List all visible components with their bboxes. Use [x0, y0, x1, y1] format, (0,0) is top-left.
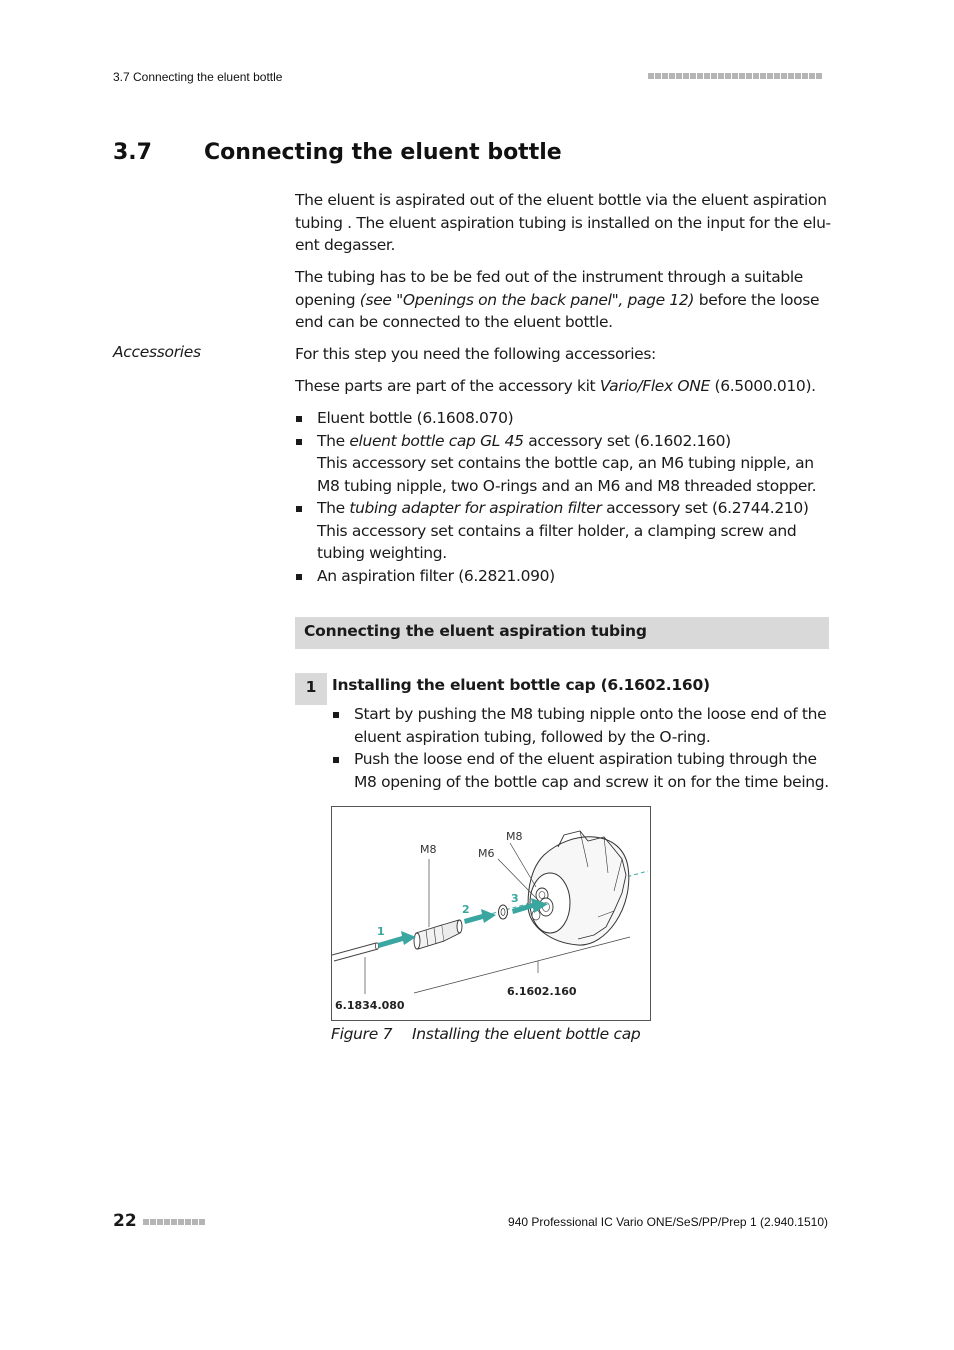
figure-caption-label: Figure 7 [331, 1025, 393, 1043]
list-item: Start by pushing the M8 tubing nipple onto the loose end of the eluent aspiration tubing, followed by the O-ring. [332, 703, 837, 748]
cross-reference-link[interactable]: (see "Openings on the back panel", page 12) [359, 290, 695, 309]
list-item: The tubing adapter for aspiration filter accessory set (6.2744.210) This accessory set contains a filter holder, a clamping screw and tubing weighting. [295, 497, 840, 565]
figure-caption [331, 1025, 640, 1043]
cap-assembly-illustration [332, 807, 650, 1020]
step-list [332, 703, 837, 793]
section-title: Connecting the eluent bottle [204, 140, 562, 165]
intro-paragraph-2: The tubing has to be be fed out of the instrument through a suitable opening (see "Openings on the back panel", page 12) before the loose end can be connected to the eluent bottle. [295, 268, 820, 331]
procedure-heading-bar [295, 617, 829, 649]
tubing-drawing [332, 943, 379, 961]
footer-document-title: 940 Professional IC Vario ONE/SeS/PP/Prep 1 (2.940.1510) [508, 1215, 828, 1229]
section-number: 3.7 [113, 140, 152, 165]
m8-nipple-drawing [414, 920, 462, 949]
m8-nipple-label: M8 [420, 843, 437, 856]
page-number: 22 [113, 1211, 137, 1231]
list-item: Eluent bottle (6.1608.070) [295, 407, 840, 430]
m8-cap-label: M8 [506, 830, 523, 843]
figure-caption-text: Installing the eluent bottle cap [412, 1025, 641, 1043]
accessories-label: Accessories [113, 343, 201, 361]
step-number: 1 [295, 673, 327, 705]
list-item: An aspiration filter (6.2821.090) [295, 565, 840, 588]
step-title: Installing the eluent bottle cap (6.1602.160) [332, 676, 710, 694]
cap-part-number: 6.1602.160 [507, 985, 577, 998]
list-item: The eluent bottle cap GL 45 accessory set (6.1602.160) This accessory set contains the bottle cap, an M6 tubing nipple, an M8 tubing nipple, two O-rings and an M6 and M8 threaded stopper. [295, 430, 840, 498]
list-item: Push the loose end of the eluent aspiration tubing through the M8 opening of the bottle cap and screw it on for the time being. [332, 748, 837, 793]
arrow-1-label: 1 [377, 925, 385, 938]
accessory-kit-text: These parts are part of the accessory kit Vario/Flex ONE (6.5000.010). [295, 377, 816, 395]
arrow-3-label: 3 [511, 892, 519, 905]
intro-paragraph-1: The eluent is aspirated out of the eluent bottle via the eluent aspiration tubing . The eluent aspiration tubing is installed on the input for the elu-ent degasser. [295, 191, 831, 254]
running-header: 3.7 Connecting the eluent bottle [113, 70, 283, 84]
bottle-cap-drawing [528, 831, 629, 945]
m6-cap-label: M6 [478, 847, 495, 860]
accessories-intro: For this step you need the following accessories: [295, 345, 656, 363]
section-heading [113, 140, 562, 165]
procedure-heading: Connecting the eluent aspiration tubing [304, 622, 647, 640]
accessory-list [295, 407, 840, 587]
arrow-2-label: 2 [462, 903, 470, 916]
header-decoration [648, 73, 822, 79]
tubing-part-number: 6.1834.080 [335, 999, 405, 1012]
figure-installing-cap [331, 806, 651, 1021]
footer-page-squares [143, 1219, 205, 1225]
